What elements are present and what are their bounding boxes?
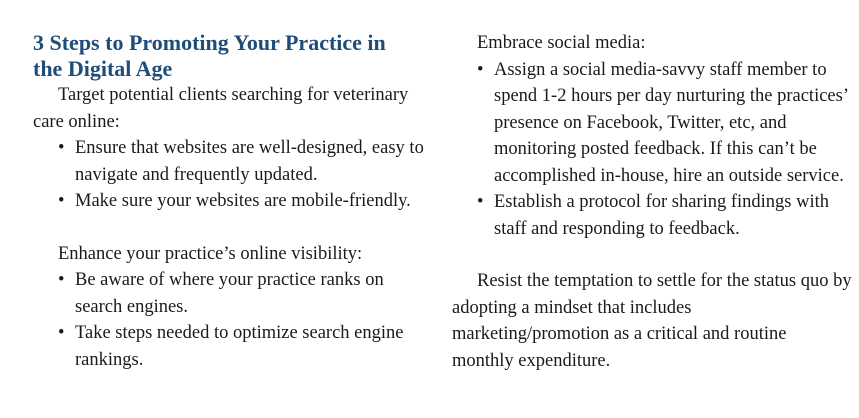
bullet-icon: • bbox=[58, 191, 65, 211]
bullet-icon: • bbox=[58, 323, 65, 343]
list-item: • Make sure your websites are mobile-friendly. bbox=[33, 188, 433, 215]
bullet-icon: • bbox=[58, 270, 65, 290]
intro-paragraph: Target potential clients searching for veterinary care online: bbox=[33, 85, 409, 132]
closing-paragraph: Resist the temptation to settle for the status quo by adopting a mindset that includes marketing/promotion as a critical and routine monthly expenditure. bbox=[452, 271, 852, 371]
list-item: • Be aware of where your practice ranks on search engines. bbox=[33, 267, 433, 320]
article-title: 3 Steps to Promoting Your Practice in the Digital Age bbox=[33, 30, 386, 81]
list-item: • Take steps needed to optimize search engine rankings. bbox=[33, 320, 433, 373]
bullet-list-websites bbox=[33, 135, 433, 215]
list-item: • Ensure that websites are well-designed, easy to navigate and frequently updated. bbox=[33, 135, 433, 188]
right-column bbox=[452, 30, 852, 374]
bullet-icon: • bbox=[58, 138, 65, 158]
bullet-list-social bbox=[452, 57, 852, 243]
bullet-icon: • bbox=[477, 192, 484, 212]
list-item: • Establish a protocol for sharing findings with staff and responding to feedback. bbox=[452, 189, 852, 242]
social-media-heading: Embrace social media: bbox=[477, 33, 646, 53]
list-item: • Assign a social media-savvy staff member to spend 1-2 hours per day nurturing the practices’ presence on Facebook, Twitter, etc, and monitoring posted feedback. If this can’t be accomplished in-house, hire an outside service. bbox=[452, 57, 852, 190]
left-column bbox=[33, 30, 433, 373]
bullet-list-visibility bbox=[33, 267, 433, 373]
bullet-icon: • bbox=[477, 59, 484, 80]
visibility-heading: Enhance your practice’s online visibility: bbox=[58, 243, 363, 264]
